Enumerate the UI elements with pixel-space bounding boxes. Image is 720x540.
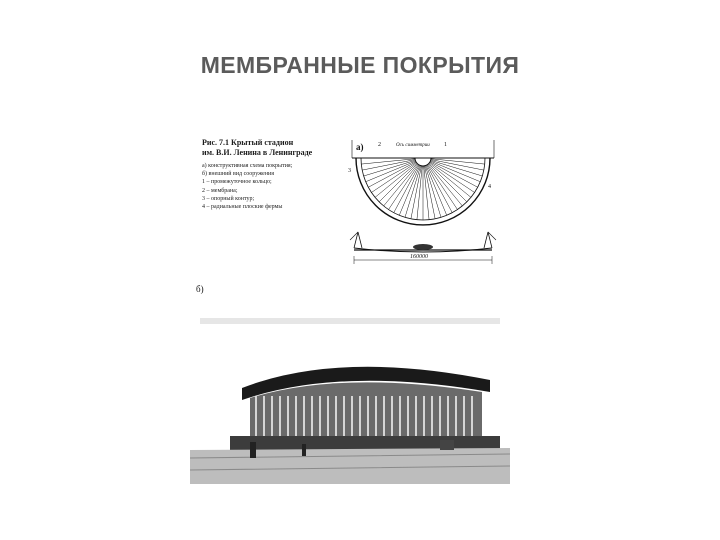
callout-number: 2 [378, 142, 381, 148]
plan-note: Ось симметрии [396, 143, 430, 148]
photo-figure [250, 442, 256, 458]
photo-tree [440, 440, 454, 450]
caption-legend [202, 162, 352, 211]
span-label: 160000 [410, 254, 428, 260]
radial-truss [426, 165, 447, 215]
caption-title-line: им. В.И. Ленина в Ленинграде [202, 148, 313, 157]
stadium-base [230, 436, 500, 450]
stadium-photo [190, 318, 510, 484]
radial-truss [430, 161, 480, 182]
legend-line: 2 – мембрана; [202, 187, 238, 194]
legend-line: 4 – радиальные плоские фермы [202, 204, 283, 211]
legend-line: 3 – опорный контур; [202, 195, 255, 202]
callout-number: 4 [488, 184, 491, 190]
radial-truss [366, 161, 416, 182]
label-a: а) [356, 142, 364, 152]
slide-title: МЕМБРАННЫЕ ПОКРЫТИЯ [200, 52, 520, 78]
caption-title [202, 138, 352, 158]
photo-figure [302, 444, 306, 456]
legend-line: 1 – промежуточное кольцо; [202, 179, 272, 186]
callout-number: 3 [348, 168, 351, 174]
section-struts [350, 232, 496, 240]
roof-plan-drawing [348, 138, 498, 228]
figure-caption [202, 138, 352, 211]
legend-line: а) конструктивная схема покрытия; [202, 163, 293, 169]
stadium-figure [190, 128, 510, 484]
legend-line: б) внешний вид сооружения [202, 171, 275, 178]
section-center-ring [413, 244, 433, 250]
plan-radial-trusses [361, 158, 485, 220]
photo-sky-noise [200, 318, 500, 324]
radial-truss [399, 165, 420, 215]
photo-ground [190, 448, 510, 484]
label-b: б) [196, 284, 204, 294]
roof-section-drawing [348, 226, 498, 270]
callout-number: 1 [444, 142, 447, 148]
caption-title-line: Рис. 7.1 Крытый стадион [202, 138, 294, 147]
